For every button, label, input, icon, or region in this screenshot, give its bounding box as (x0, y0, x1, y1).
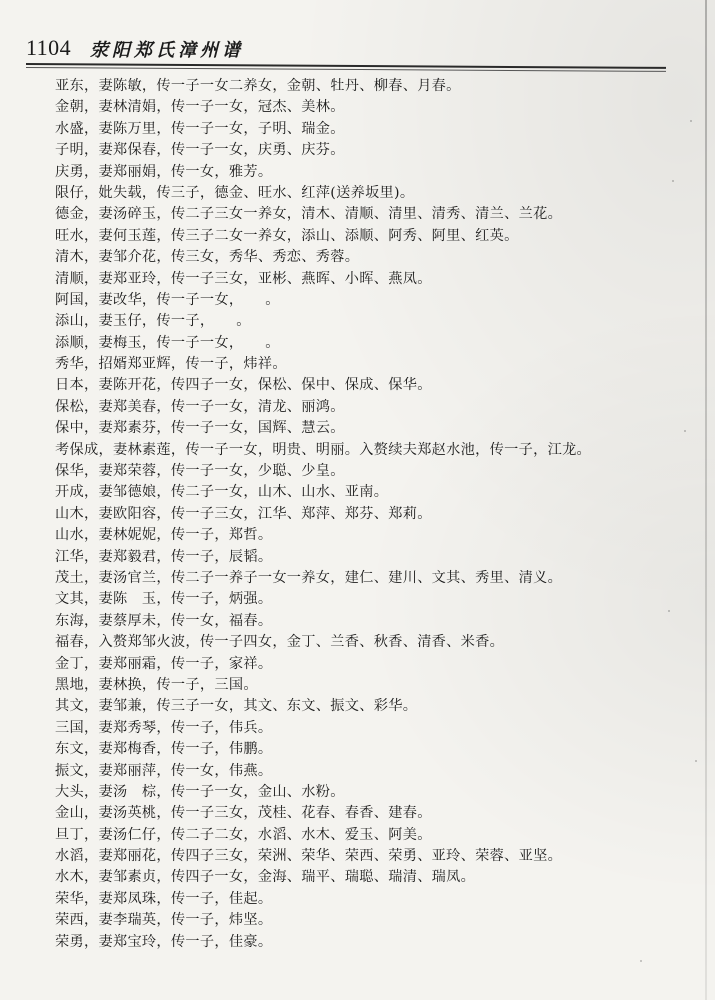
scan-speck (668, 610, 670, 612)
page-number: 1104 (26, 35, 72, 60)
genealogy-entry: 黑地，妻林换，传一子，三国。 (55, 676, 258, 693)
genealogy-entry: 金朝，妻林清娟，传一子一女，冠杰、美林。 (55, 99, 345, 116)
genealogy-entry: 荣华，妻郑凤珠，传一子，佳起。 (55, 890, 273, 907)
genealogy-entry: 保松，妻郑美春，传一子一女，清龙、丽鸿。 (55, 398, 345, 415)
scan-speck (672, 180, 674, 182)
genealogy-entry: 清木，妻邹介花，传三女，秀华、秀恋、秀蓉。 (55, 249, 360, 266)
genealogy-entry: 三国，妻郑秀琴，传一子，伟兵。 (55, 719, 273, 736)
genealogy-entry: 庆勇，妻郑丽娟，传一女，雅芳。 (55, 163, 273, 180)
genealogy-entry: 荣西，妻李瑞英，传一子，炜坚。 (55, 912, 273, 929)
genealogy-entry: 水盛，妻陈万里，传一子一女，子明、瑞金。 (55, 120, 345, 137)
genealogy-entry: 其文，妻邹兼，传三子一女，其文、东文、振文、彩华。 (55, 698, 418, 715)
book-title: 荥阳郑氏漳州谱 (90, 40, 244, 61)
page-edge-shadow (705, 0, 707, 1000)
genealogy-entry: 阿国，妻改华，传一子一女， 。 (55, 291, 280, 308)
genealogy-entry: 大头，妻汤 棕，传一子一女，金山、水粉。 (55, 783, 345, 800)
genealogy-entry: 水滔，妻郑丽花，传四子三女，荣洲、荣华、荣西、荣勇、亚玲、荣蓉、亚坚。 (55, 848, 563, 865)
genealogy-entry: 亚东，妻陈敏，传一子一女二养女，金朝、牡丹、柳春、月春。 (55, 78, 461, 94)
genealogy-entry: 添山，妻玉仔，传一子， 。 (55, 313, 251, 330)
genealogy-entry: 山水，妻林妮妮，传一子，郑哲。 (55, 527, 273, 544)
genealogy-entry: 福春，入赘郑邹火波，传一子四女，金丁、兰香、秋香、清香、米香。 (55, 634, 505, 651)
genealogy-entry: 日本，妻陈开花，传四子一女，保松、保中、保成、保华。 (55, 377, 432, 394)
genealogy-entry: 德金，妻汤碎玉，传二子三女一养女，清木、清顺、清里、清秀、清兰、兰花。 (55, 206, 563, 223)
genealogy-entry: 秀华，招婿郑亚辉，传一子，炜祥。 (55, 356, 287, 373)
genealogy-entry: 旦丁，妻汤仁仔，传二子二女，水滔、水木、爱玉、阿美。 (55, 826, 432, 843)
genealogy-entry: 水木，妻邹素贞，传四子一女，金海、瑞平、瑞聪、瑞清、瑞凤。 (55, 869, 476, 886)
genealogy-entry: 清顺，妻郑亚玲，传一子三女，亚彬、燕晖、小晖、燕凤。 (55, 270, 432, 287)
genealogy-entry: 保中，妻郑素芬，传一子一女，国辉、慧云。 (55, 420, 345, 437)
genealogy-entry: 东海，妻蔡厚未，传一女，福春。 (55, 612, 273, 629)
genealogy-entry: 荣勇，妻郑宝玲，传一子，佳豪。 (55, 933, 273, 950)
page-header (26, 31, 666, 63)
scan-speck (684, 430, 686, 432)
scan-speck (695, 760, 697, 762)
genealogy-entry: 山木，妻欧阳容，传一子三女，江华、郑萍、郑芬、郑莉。 (55, 505, 432, 522)
genealogy-entry: 金山，妻汤英桃，传一子三女，茂桂、花春、春香、建春。 (55, 805, 432, 822)
genealogy-entry: 旺水，妻何玉莲，传三子二女一养女，添山、添顺、阿秀、阿里、红英。 (55, 227, 519, 244)
genealogy-entry: 金丁，妻郑丽霜，传一子，家祥。 (55, 655, 273, 672)
genealogy-entry: 茂土，妻汤官兰，传二子一养子一女一养女，建仁、建川、文其、秀里、清义。 (55, 569, 563, 586)
genealogy-entry: 子明，妻郑保春，传一子一女，庆勇、庆芬。 (55, 142, 345, 159)
genealogy-entry: 开成，妻邹德娘，传二子一女，山木、山水、亚南。 (55, 484, 389, 501)
genealogy-entry: 考保成，妻林素莲，传一子一女，明贵、明丽。入赘续夫郑赵水池，传一子，江龙。 (55, 441, 592, 458)
genealogy-entry: 保华，妻郑荣蓉，传一子一女，少聪、少皇。 (55, 463, 345, 480)
scan-speck (640, 960, 642, 962)
genealogy-entry: 东文，妻郑梅香，传一子，伟鹏。 (55, 741, 273, 758)
scan-speck (690, 120, 692, 122)
genealogy-entries (55, 76, 655, 953)
genealogy-entry: 添顺，妻梅玉，传一子一女， 。 (55, 334, 280, 351)
genealogy-entry: 江华，妻郑毅君，传一子，辰韬。 (55, 548, 273, 565)
genealogy-entry: 文其，妻陈 玉，传一子，炳强。 (55, 591, 273, 608)
genealogy-entry: 限仔，妣失载，传三子，德金、旺水、红萍(送养坂里)。 (55, 184, 415, 201)
genealogy-entry: 振文，妻郑丽萍，传一女，伟燕。 (55, 762, 273, 779)
